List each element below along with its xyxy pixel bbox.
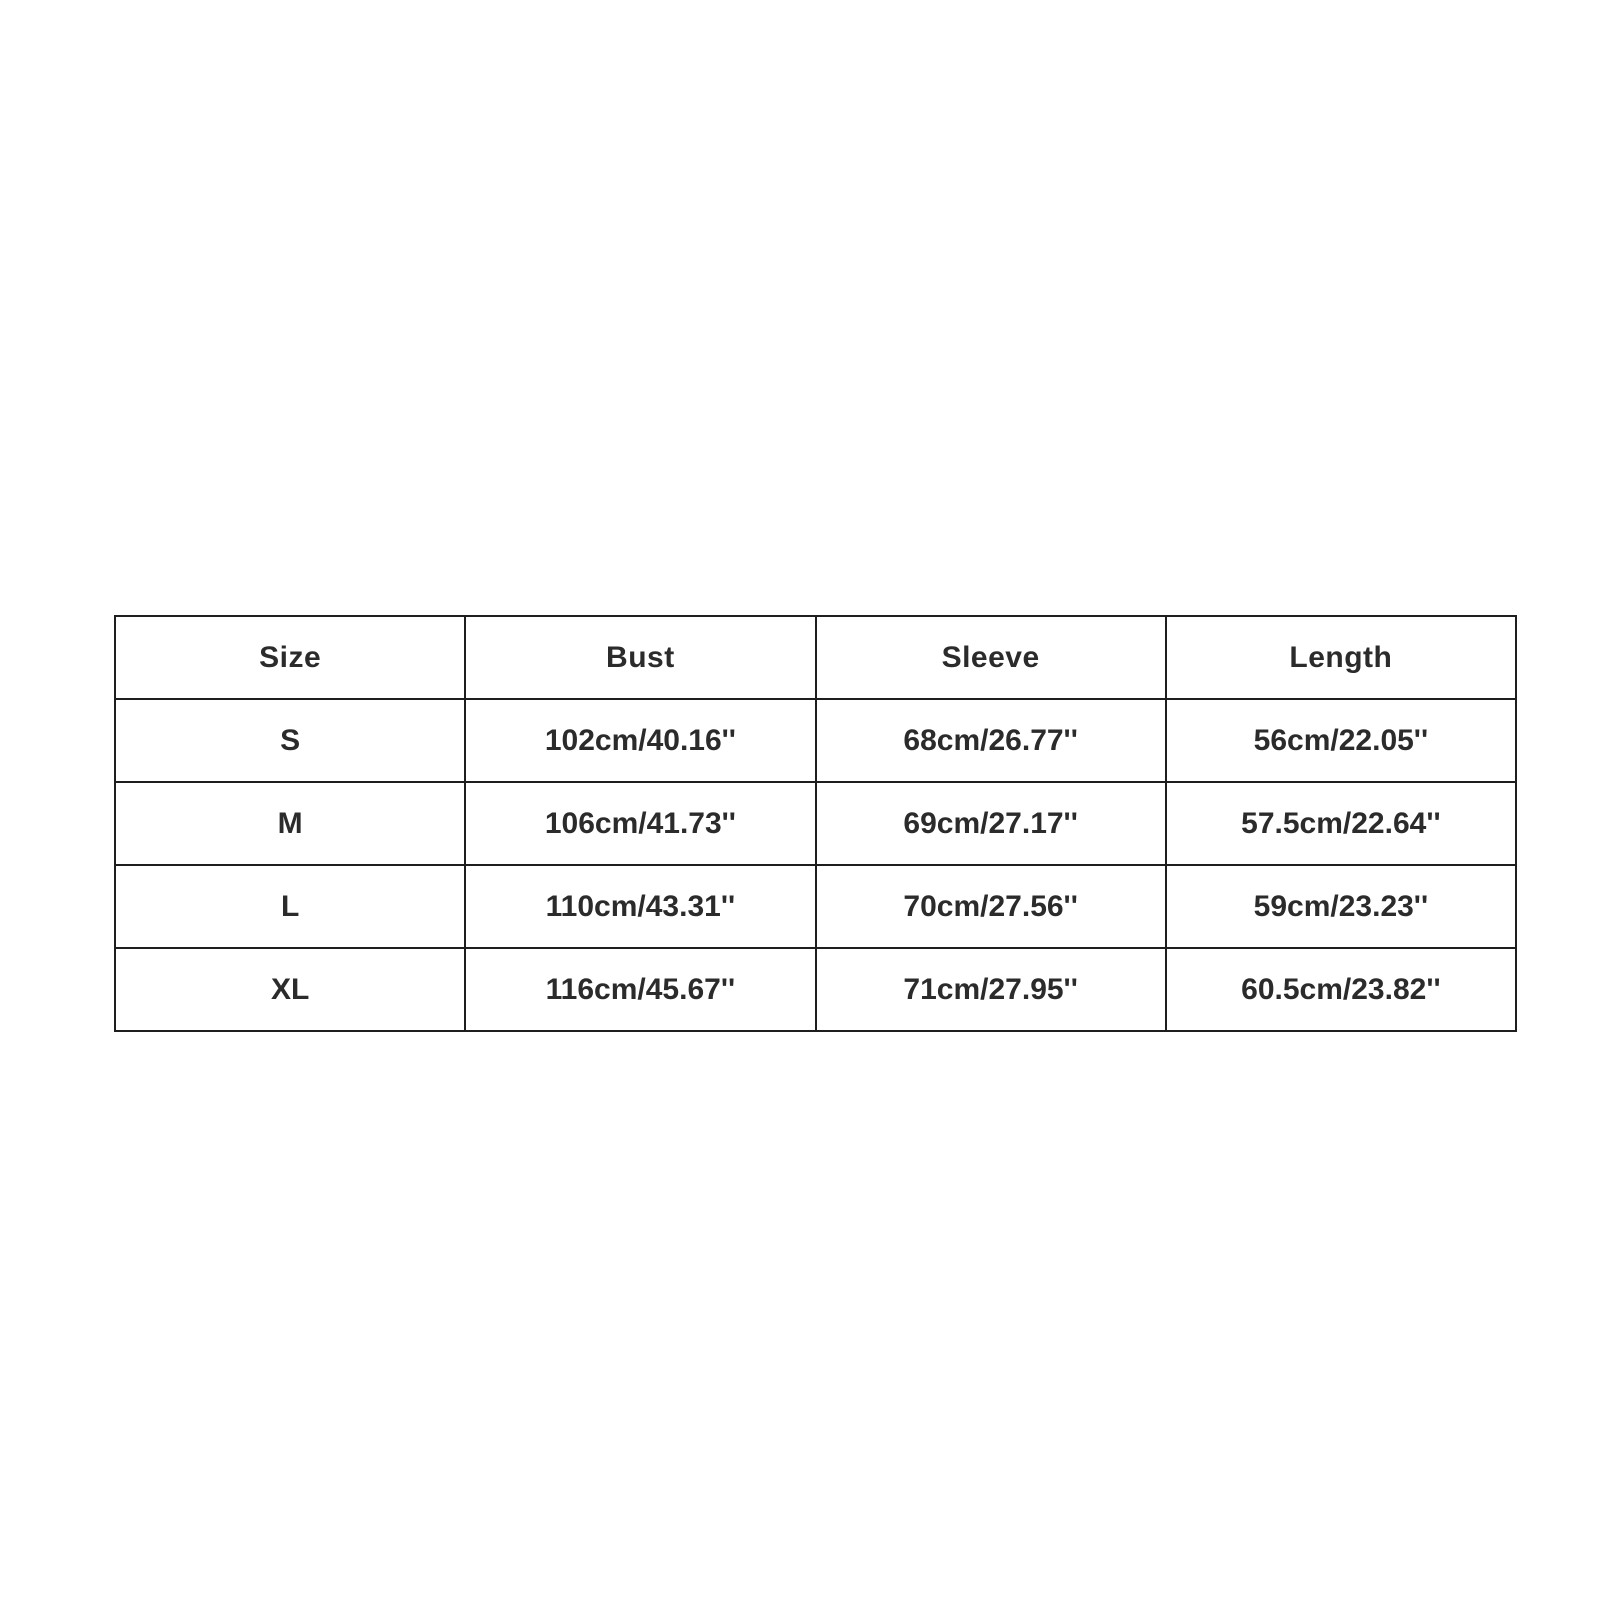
cell-size: L [115, 865, 465, 948]
cell-size: S [115, 699, 465, 782]
cell-length: 57.5cm/22.64'' [1166, 782, 1516, 865]
cell-bust: 106cm/41.73'' [465, 782, 815, 865]
header-size: Size [115, 616, 465, 699]
cell-sleeve: 68cm/26.77'' [816, 699, 1166, 782]
cell-length: 60.5cm/23.82'' [1166, 948, 1516, 1031]
table-body [115, 699, 1516, 1031]
cell-size: XL [115, 948, 465, 1031]
cell-size: M [115, 782, 465, 865]
table-row [115, 948, 1516, 1031]
cell-length: 56cm/22.05'' [1166, 699, 1516, 782]
header-sleeve: Sleeve [816, 616, 1166, 699]
cell-bust: 116cm/45.67'' [465, 948, 815, 1031]
cell-sleeve: 71cm/27.95'' [816, 948, 1166, 1031]
table-row [115, 699, 1516, 782]
cell-sleeve: 69cm/27.17'' [816, 782, 1166, 865]
size-chart-table [114, 615, 1517, 1032]
table-header [115, 616, 1516, 699]
header-row [115, 616, 1516, 699]
cell-length: 59cm/23.23'' [1166, 865, 1516, 948]
cell-bust: 102cm/40.16'' [465, 699, 815, 782]
table-row [115, 782, 1516, 865]
table-row [115, 865, 1516, 948]
cell-bust: 110cm/43.31'' [465, 865, 815, 948]
header-length: Length [1166, 616, 1516, 699]
cell-sleeve: 70cm/27.56'' [816, 865, 1166, 948]
header-bust: Bust [465, 616, 815, 699]
